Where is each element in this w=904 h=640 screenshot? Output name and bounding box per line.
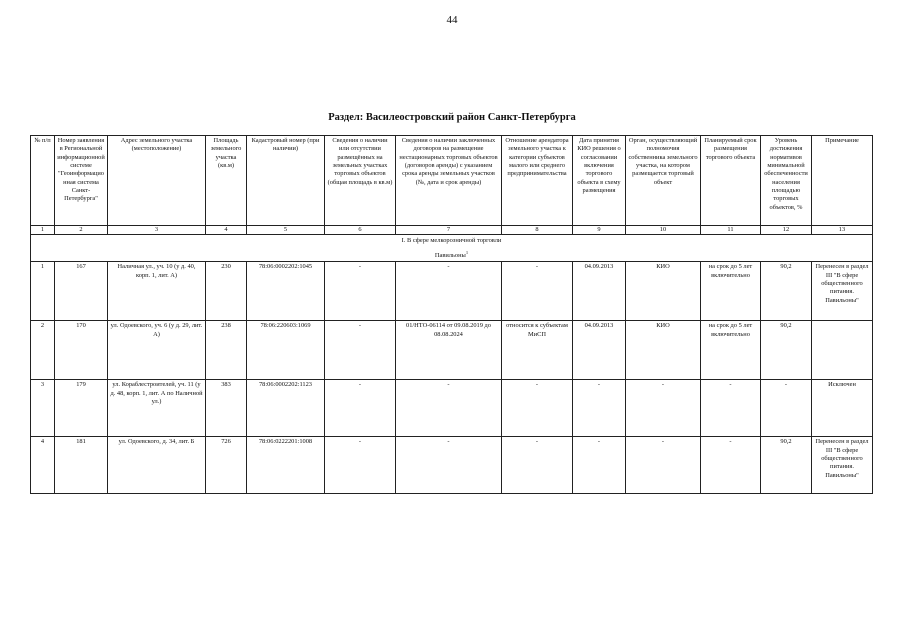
- contracts-cell: -: [396, 262, 502, 321]
- application-number: 179: [55, 380, 108, 437]
- header-cell: Кадастровый номер (при наличии): [247, 136, 325, 226]
- column-number: 8: [502, 226, 573, 235]
- term-cell: -: [701, 380, 761, 437]
- group-row: [31, 235, 873, 249]
- header-cell: Дата принятия КИО решения о согласовании включения торгового объекта в схему размещения: [573, 136, 626, 226]
- header-cell: № п/п: [31, 136, 55, 226]
- header-cell: Адрес земельного участка (местоположение): [108, 136, 206, 226]
- decision-date-cell: 04.09.2013: [573, 321, 626, 380]
- table-row: [31, 437, 873, 494]
- address-cell: Наличная ул., уч. 10 (у д. 40, корп. 1, лит. А): [108, 262, 206, 321]
- header-cell: Сведения о наличии заключенных договоров на размещение нестационарных торговых объектов (договоров аренды) с указанием срока аренды земельных участков (№, дата и срок аренды): [396, 136, 502, 226]
- application-number: 181: [55, 437, 108, 494]
- address-cell: ул. Одоевского, д. 34, лит. Б: [108, 437, 206, 494]
- cadastral-cell: 78:06:0222201:1008: [247, 437, 325, 494]
- cadastral-cell: 78:06:0002202:1045: [247, 262, 325, 321]
- sme-cell: -: [502, 380, 573, 437]
- row-number: 1: [31, 262, 55, 321]
- organ-cell: -: [626, 437, 701, 494]
- table-row: [31, 380, 873, 437]
- table-row: [31, 321, 873, 380]
- column-number: 7: [396, 226, 502, 235]
- note-cell: Перенесен в раздел III "В сфере общественного питания. Павильоны": [812, 437, 873, 494]
- existing-objects-cell: -: [325, 437, 396, 494]
- term-cell: на срок до 5 лет включительно: [701, 321, 761, 380]
- header-cell: Планируемый срок размещения торгового объекта: [701, 136, 761, 226]
- level-cell: 90,2: [761, 437, 812, 494]
- organ-cell: КИО: [626, 262, 701, 321]
- registry-table: [30, 135, 873, 494]
- area-cell: 238: [206, 321, 247, 380]
- note-cell: Исключен: [812, 380, 873, 437]
- note-cell: Перенесен в раздел III "В сфере общественного питания. Павильоны": [812, 262, 873, 321]
- area-cell: 383: [206, 380, 247, 437]
- existing-objects-cell: -: [325, 380, 396, 437]
- contracts-cell: 01/НТО-06114 от 09.08.2019 до 08.08.2024: [396, 321, 502, 380]
- column-number: 3: [108, 226, 206, 235]
- subgroup-heading: Павильоны: [434, 252, 466, 260]
- row-number: 3: [31, 380, 55, 437]
- decision-date-cell: -: [573, 437, 626, 494]
- term-cell: на срок до 5 лет включительно: [701, 262, 761, 321]
- row-number: 4: [31, 437, 55, 494]
- subgroup-row: [31, 248, 873, 262]
- organ-cell: КИО: [626, 321, 701, 380]
- header-cell: Орган, осуществляющий полномочия собственника земельного участка, на котором размещается торговый объект: [626, 136, 701, 226]
- application-number: 167: [55, 262, 108, 321]
- sme-cell: -: [502, 437, 573, 494]
- header-cell: Отношение арендатора земельного участка к категории субъектов малого или среднего предпринимательства: [502, 136, 573, 226]
- column-number: 10: [626, 226, 701, 235]
- existing-objects-cell: -: [325, 262, 396, 321]
- area-cell: 230: [206, 262, 247, 321]
- column-number: 9: [573, 226, 626, 235]
- header-cell: Уровень достижения нормативов минимальной обеспеченности населения площадью торговых объектов, %: [761, 136, 812, 226]
- footnote-marker: 1: [465, 250, 469, 256]
- column-number: 11: [701, 226, 761, 235]
- organ-cell: -: [626, 380, 701, 437]
- sme-cell: относится к субъектам МиСП: [502, 321, 573, 380]
- cadastral-cell: 78:06:220603:1069: [247, 321, 325, 380]
- level-cell: 90,2: [761, 321, 812, 380]
- row-number: 2: [31, 321, 55, 380]
- column-number: 6: [325, 226, 396, 235]
- column-number: 13: [812, 226, 873, 235]
- decision-date-cell: -: [573, 380, 626, 437]
- column-number: 12: [761, 226, 812, 235]
- header-cell: Примечание: [812, 136, 873, 226]
- decision-date-cell: 04.09.2013: [573, 262, 626, 321]
- header-cell: Сведения о наличии или отсутствии размещённых на земельных участках торговых объектов (общая площадь в кв.м): [325, 136, 396, 226]
- existing-objects-cell: -: [325, 321, 396, 380]
- level-cell: -: [761, 380, 812, 437]
- table-row: [31, 262, 873, 321]
- header-cell: Площадь земельного участка (кв.м): [206, 136, 247, 226]
- application-number: 170: [55, 321, 108, 380]
- subgroup-cell: [31, 248, 873, 262]
- contracts-cell: -: [396, 437, 502, 494]
- column-number-row: [31, 226, 873, 235]
- address-cell: ул. Кораблестроителей, уч. 11 (у д. 48, корп. 1, лит. А по Наличной ул.): [108, 380, 206, 437]
- section-title: Раздел: Василеостровский район Санкт-Петербурга: [328, 112, 576, 123]
- address-cell: ул. Одоевского, уч. 6 (у д. 29, лит. А): [108, 321, 206, 380]
- header-row: [31, 136, 873, 226]
- header-cell: Номер заявления в Региональной информационной системе "Геоинформационная система Санкт-Петербурга": [55, 136, 108, 226]
- group-heading: I. В сфере мелкорозничной торговли: [31, 235, 873, 249]
- area-cell: 726: [206, 437, 247, 494]
- sme-cell: -: [502, 262, 573, 321]
- level-cell: 90,2: [761, 262, 812, 321]
- column-number: 5: [247, 226, 325, 235]
- column-number: 1: [31, 226, 55, 235]
- note-cell: [812, 321, 873, 380]
- cadastral-cell: 78:06:0002202:1123: [247, 380, 325, 437]
- term-cell: -: [701, 437, 761, 494]
- page-number: 44: [446, 14, 458, 26]
- contracts-cell: -: [396, 380, 502, 437]
- column-number: 4: [206, 226, 247, 235]
- column-number: 2: [55, 226, 108, 235]
